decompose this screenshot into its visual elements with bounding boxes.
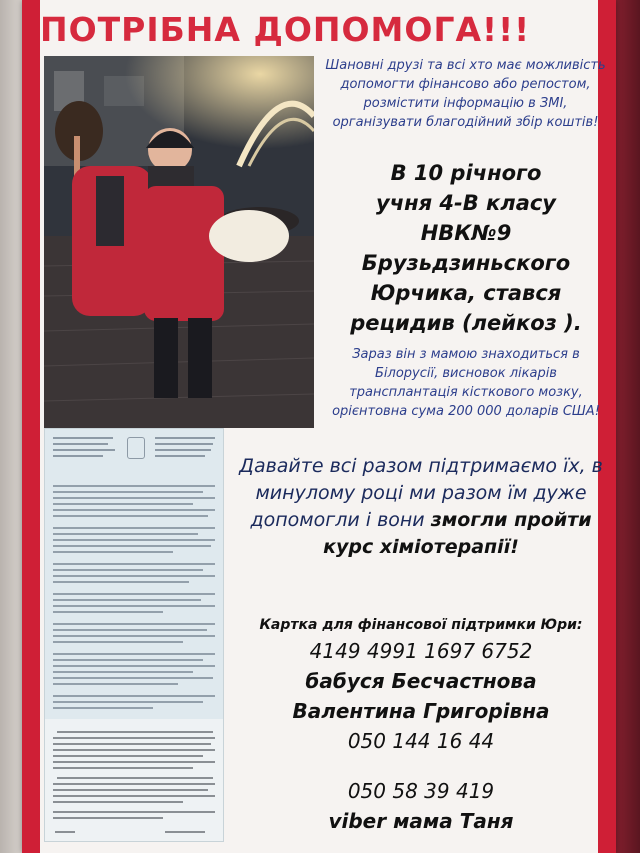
headline-block [322, 158, 610, 338]
appeal-text-part: Давайте всі разом підтримаємо їх, в минулому році ми разом їм дуже допомогли і вони [239, 455, 603, 531]
phone-number: 050 144 16 44 [347, 729, 495, 753]
headline-line: В 10 річного [390, 161, 542, 185]
appeal-text [226, 453, 616, 561]
document-body-text [45, 481, 223, 841]
child-photo [44, 56, 314, 428]
phone-number-viber: 050 58 39 419 [347, 779, 495, 803]
coat-of-arms-icon [127, 437, 145, 459]
medical-info-text: Зараз він з мамою знаходиться в Білорусії, висновок лікарів трансплантація кісткового мозку, орієнтовна сума 200 000 доларів США! [332, 347, 600, 419]
headline-line: Юрчика, стався [370, 281, 562, 305]
card-owner-line: Валентина Григорівна [292, 699, 550, 723]
headline-line: учня 4-В класу [376, 191, 556, 215]
headline-line: рецидив (лейкоз ). [350, 311, 582, 335]
child-photo-illustration [44, 56, 314, 428]
background-right [612, 0, 640, 853]
payment-info [226, 614, 616, 836]
medical-document-image [44, 428, 224, 842]
poster-title: ПОТРІБНА ДОПОМОГА!!! [40, 10, 531, 49]
card-owner-line: бабуся Бесчастнова [305, 669, 537, 693]
phone-note: viber мама Таня [328, 809, 514, 833]
red-border-left [22, 0, 40, 853]
document-header [45, 429, 223, 481]
intro-text: Шановні друзі та всі хто має можливість допомогти фінансово або репостом, розмістити інформацію в ЗМІ, організувати благодійний збір коштів! [325, 58, 606, 130]
headline-line: Брузьдзиньского [361, 251, 571, 275]
card-label: Картка для фінансової підтримки Юри: [259, 617, 583, 633]
headline-line: НВК№9 [420, 221, 512, 245]
card-number: 4149 4991 1697 6752 [309, 639, 533, 663]
appeal-text-bold: змогли пройти курс хіміотерапії! [323, 509, 592, 558]
